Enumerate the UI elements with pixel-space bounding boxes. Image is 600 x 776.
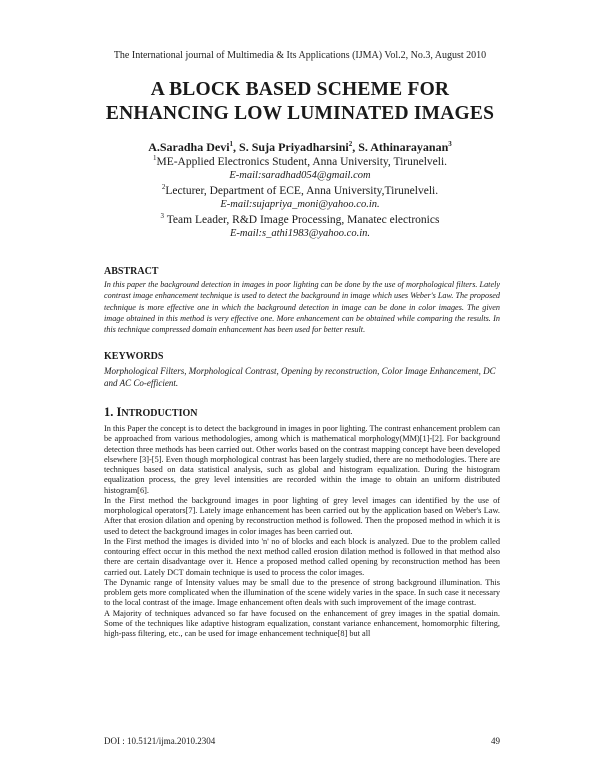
introduction-body [104, 424, 500, 639]
paragraph: In the First method the images is divided into 'n' no of blocks and each block is analyzed. Due to the problem called contouring effect occur in this method the next method called erosion dilation method is followed in that method also there are certain disadvantage over it. Hence a proposed method called opening by reconstruction method has been carried out. Lately DCT domain technique is used to process the color images. [104, 536, 500, 577]
author-names [0, 140, 600, 155]
author-block [0, 140, 600, 242]
paragraph: The Dynamic range of Intensity values may be small due to the presence of strong background illumination. This problem gets more complicated when the illumination of the scene widely varies in the space. In such case it necessary to the local contrast of the image. Image enhancement often deals with such improvement of the image contrast. [104, 577, 500, 608]
title-line-2: ENHANCING LOW LUMINATED IMAGES [105, 103, 495, 124]
affiliation-2-text: Lecturer, Department of ECE, Anna University,Tirunelveli. [165, 184, 439, 197]
affiliation-2-sup: 2 [161, 182, 166, 191]
author-2-sup: 2 [348, 140, 353, 148]
paper-title [0, 78, 600, 126]
author-3-sup: 3 [448, 140, 452, 148]
introduction-heading-rest: NTRODUCTION [121, 408, 198, 419]
introduction-heading [104, 405, 500, 420]
journal-header: The International journal of Multimedia & Its Applications (IJMA) Vol.2, No.3, August 2010 [113, 50, 487, 61]
paragraph: A Majority of techniques advanced so far have focused on the enhancement of grey images in the spatial domain. Some of the techniques like adaptive histogram equalization, constant variance enhancement, homomorphic filtering, high-pass filtering, etc., can be used for image enhancement technique[8] but all [104, 608, 500, 638]
author-1-sup: 1 [229, 140, 234, 148]
affiliation-2 [0, 184, 600, 199]
introduction-heading-number: 1. I [104, 405, 122, 419]
title-line-1: A BLOCK BASED SCHEME FOR [150, 79, 450, 100]
author-3: , S. Athinarayanan [352, 140, 449, 154]
paragraph: In the First method the background images in poor lighting of grey level images can identified by the use of morphological operators[7]. Lately image enhancement has been carried out by the application based on Weber's Law. After that erosion dilation and opening by reconstruction method is followed. Then the proposed method in which it is used to detect the background images in color images has been carried out. [104, 495, 500, 536]
affiliation-1-sup: 1 [152, 153, 157, 162]
affiliation-3 [0, 213, 600, 228]
email-3: E-mail:s_athi1983@yahoo.co.in. [229, 228, 371, 239]
affiliation-1 [0, 155, 600, 170]
email-2: E-mail:sujapriya_moni@yahoo.co.in. [220, 199, 380, 210]
affiliation-1-text: ME-Applied Electronics Student, Anna University, Tirunelveli. [156, 155, 448, 168]
footer-doi: DOI : 10.5121/ijma.2010.2304 [104, 736, 216, 746]
footer-page-number: 49 [491, 736, 500, 746]
email-1: E-mail:saradhad054@gmail.com [229, 170, 371, 181]
keywords-heading: KEYWORDS [104, 351, 164, 362]
author-1: A.Saradha Devi [148, 140, 230, 154]
abstract-text: In this paper the background detection in images in poor lighting can be done by the use of morphological filters. Lately contrast image enhancement technique is used to detect the background in image which uses Weber's Law. The proposed technique is more effective one in which the background detection in image can be done in color images. The given image obtained in this method is very effective one. More enhancement can be obtained while comparing the results. In this technique compressed domain enhancement has been used for better result. [104, 280, 500, 335]
affiliation-3-sup: 3 [160, 211, 165, 220]
keywords-text: Morphological Filters, Morphological Contrast, Opening by reconstruction, Color Image Enhancement, DC and AC Co-efficient. [104, 366, 496, 388]
author-2: , S. Suja Priyadharsini [233, 140, 349, 154]
paragraph: In this Paper the concept is to detect the background in images in poor lighting. The contrast enhancement problem can be approached from various methodologies, among which is mathematical morphology(MM)[1]-[2]. For background detection three methods has been carried out. Other works based on the contrast mapping concept have been developed elsewhere [3]-[5]. Even though morphological contrast has been largely studied, there are no methodologies. There are techniques based on data statistical analysis, such as global and histogram equalization. During the histogram equalization process, the grey level intensities are recorded within the image to obtain an uniform distributed histogram[6]. [104, 424, 500, 495]
affiliation-3-text: Team Leader, R&D Image Processing, Manatec electronics [164, 213, 440, 226]
abstract-heading: ABSTRACT [104, 266, 159, 277]
